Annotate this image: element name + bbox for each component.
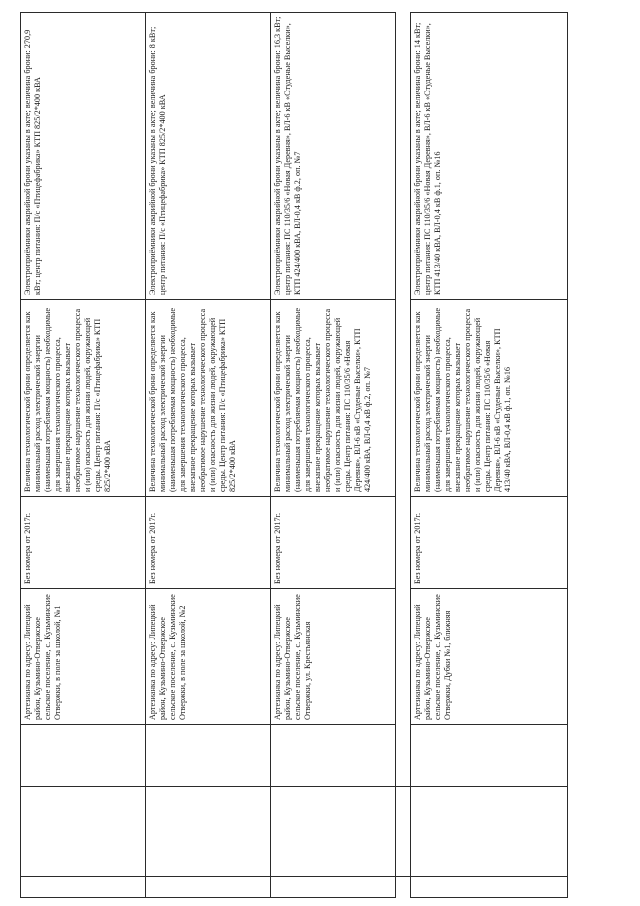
consumers-cell: Электроприёмники аварийной брони указаны в акте; величина брони: 270,9 кВт; центр питания: П/с «Птицефабрика» КТП 825/2*400 кВА [23,29,42,295]
consumers-cell: Электроприёмники аварийной брони указаны в акте; величина брони: 16,3 кВт; центр питания: ПС 110/35/6 «Новая Деревня», ВЛ-6 кВ «Студеные Выселки», КТП 424/400 кВА, ВЛ-0,4 кВ ф.2, оп. №7 [273,16,302,295]
justification-cell: Величина технологической брони определяется как минимальный расход электрической энергии (наименьшая потребляемая мощность) необходимые для завершения технологического процесса, внезапное прекращение которых вызывает необратимое нарушение технологического процесса и (или) опасность для жизни людей, окружающей среды. Центр питания: П/с «Птицефабрика» КТП 825/2*400 кВА [146,299,270,496]
address-cell: Артезианка по адресу: Липецкий район, Кузьмино-Отвержское сельское поселение, с. Кузьминские Отвержки, ул. Крестьянская [271,588,395,724]
justification-cell: Величина технологической брони определяется как минимальный расход электрической энергии (наименьшая потребляемая мощность) необходимые для завершения технологического процесса, внезапное прекращение которых вызывает необратимое нарушение технологического процесса и (или) опасность для жизни людей, окружающей среды. Центр питания: ПС 110/35/6 «Новая Деревня», ВЛ-6 кВ «Студеные Выселки», КТП 424/400 кВА, ВЛ-0,4 кВ ф.2, оп. №7 [271,299,395,496]
justification-cell: Величина технологической брони определяется как минимальный расход электрической энергии (наименьшая потребляемая мощность) необходимые для завершения технологического процесса, внезапное прекращение которых вызывает необратимое нарушение технологического процесса и (или) опасность для жизни людей, окружающей среды. Центр питания: П/с «Птицефабрика» КТП 825/2*400 кВА [21,299,145,496]
table-row [410,12,568,898]
empty-cell [411,724,567,897]
address-cell: Артезианка по адресу: Липецкий район, Кузьмино-Отвержское сельское поселение, с. Кузьминские Отвержки, в поле за школой, №2 [146,588,270,724]
consumers-cell: Электроприёмники аварийной брони указаны в акте; величина брони: 8 кВт; центр питания: П/с «Птицефабрика» КТП 825/2*400 кВА [148,26,167,295]
document-number-cell: Без номера от 2017г. [21,496,145,588]
empty-cell [271,724,395,897]
address-cell: Артезианка по адресу: Липецкий район, Кузьмино-Отвержское сельское поселение, с. Кузьминские Отвержки, в поле за школой, №1 [21,588,145,724]
separator-line [20,786,568,787]
rotated-table-page [20,12,568,898]
empty-cell [146,724,270,897]
justification-cell: Величина технологической брони определяется как минимальный расход электрической энергии (наименьшая потребляемая мощность) необходимые для завершения технологического процесса, внезапное прекращение которых вызывает необратимое нарушение технологического процесса и (или) опасность для жизни людей, окружающей среды. Центр питания: ПС 110/35/6 «Новая Деревня», ВЛ-6 кВ «Студеные Выселки», КТП 413/40 кВА, ВЛ-0,4 кВ ф.1, оп. №16 [411,299,567,496]
consumers-cell: Электроприёмники аварийной брони указаны в акте; величина брони: 14 кВт; центр питания: ПС 110/35/6 «Новая Деревня», ВЛ-6 кВ «Студеные Выселки», КТП 413/40 кВА, ВЛ-0,4 кВ ф.1, оп. №16 [413,22,442,295]
table-row [145,12,271,898]
table-row [20,12,146,898]
document-number-cell: Без номера от 2017г. [146,496,270,588]
empty-cell [21,724,145,897]
document-number-cell: Без номера от 2017г. [411,496,567,588]
table-row [270,12,396,898]
address-cell: Артезианка по адресу: Липецкий район, Кузьмино-Отвержское сельское поселение, с. Кузьминские Отвержки, Дубки №1, ближняя [411,588,567,724]
separator-line [20,876,568,877]
document-number-cell: Без номера от 2017г. [271,496,395,588]
